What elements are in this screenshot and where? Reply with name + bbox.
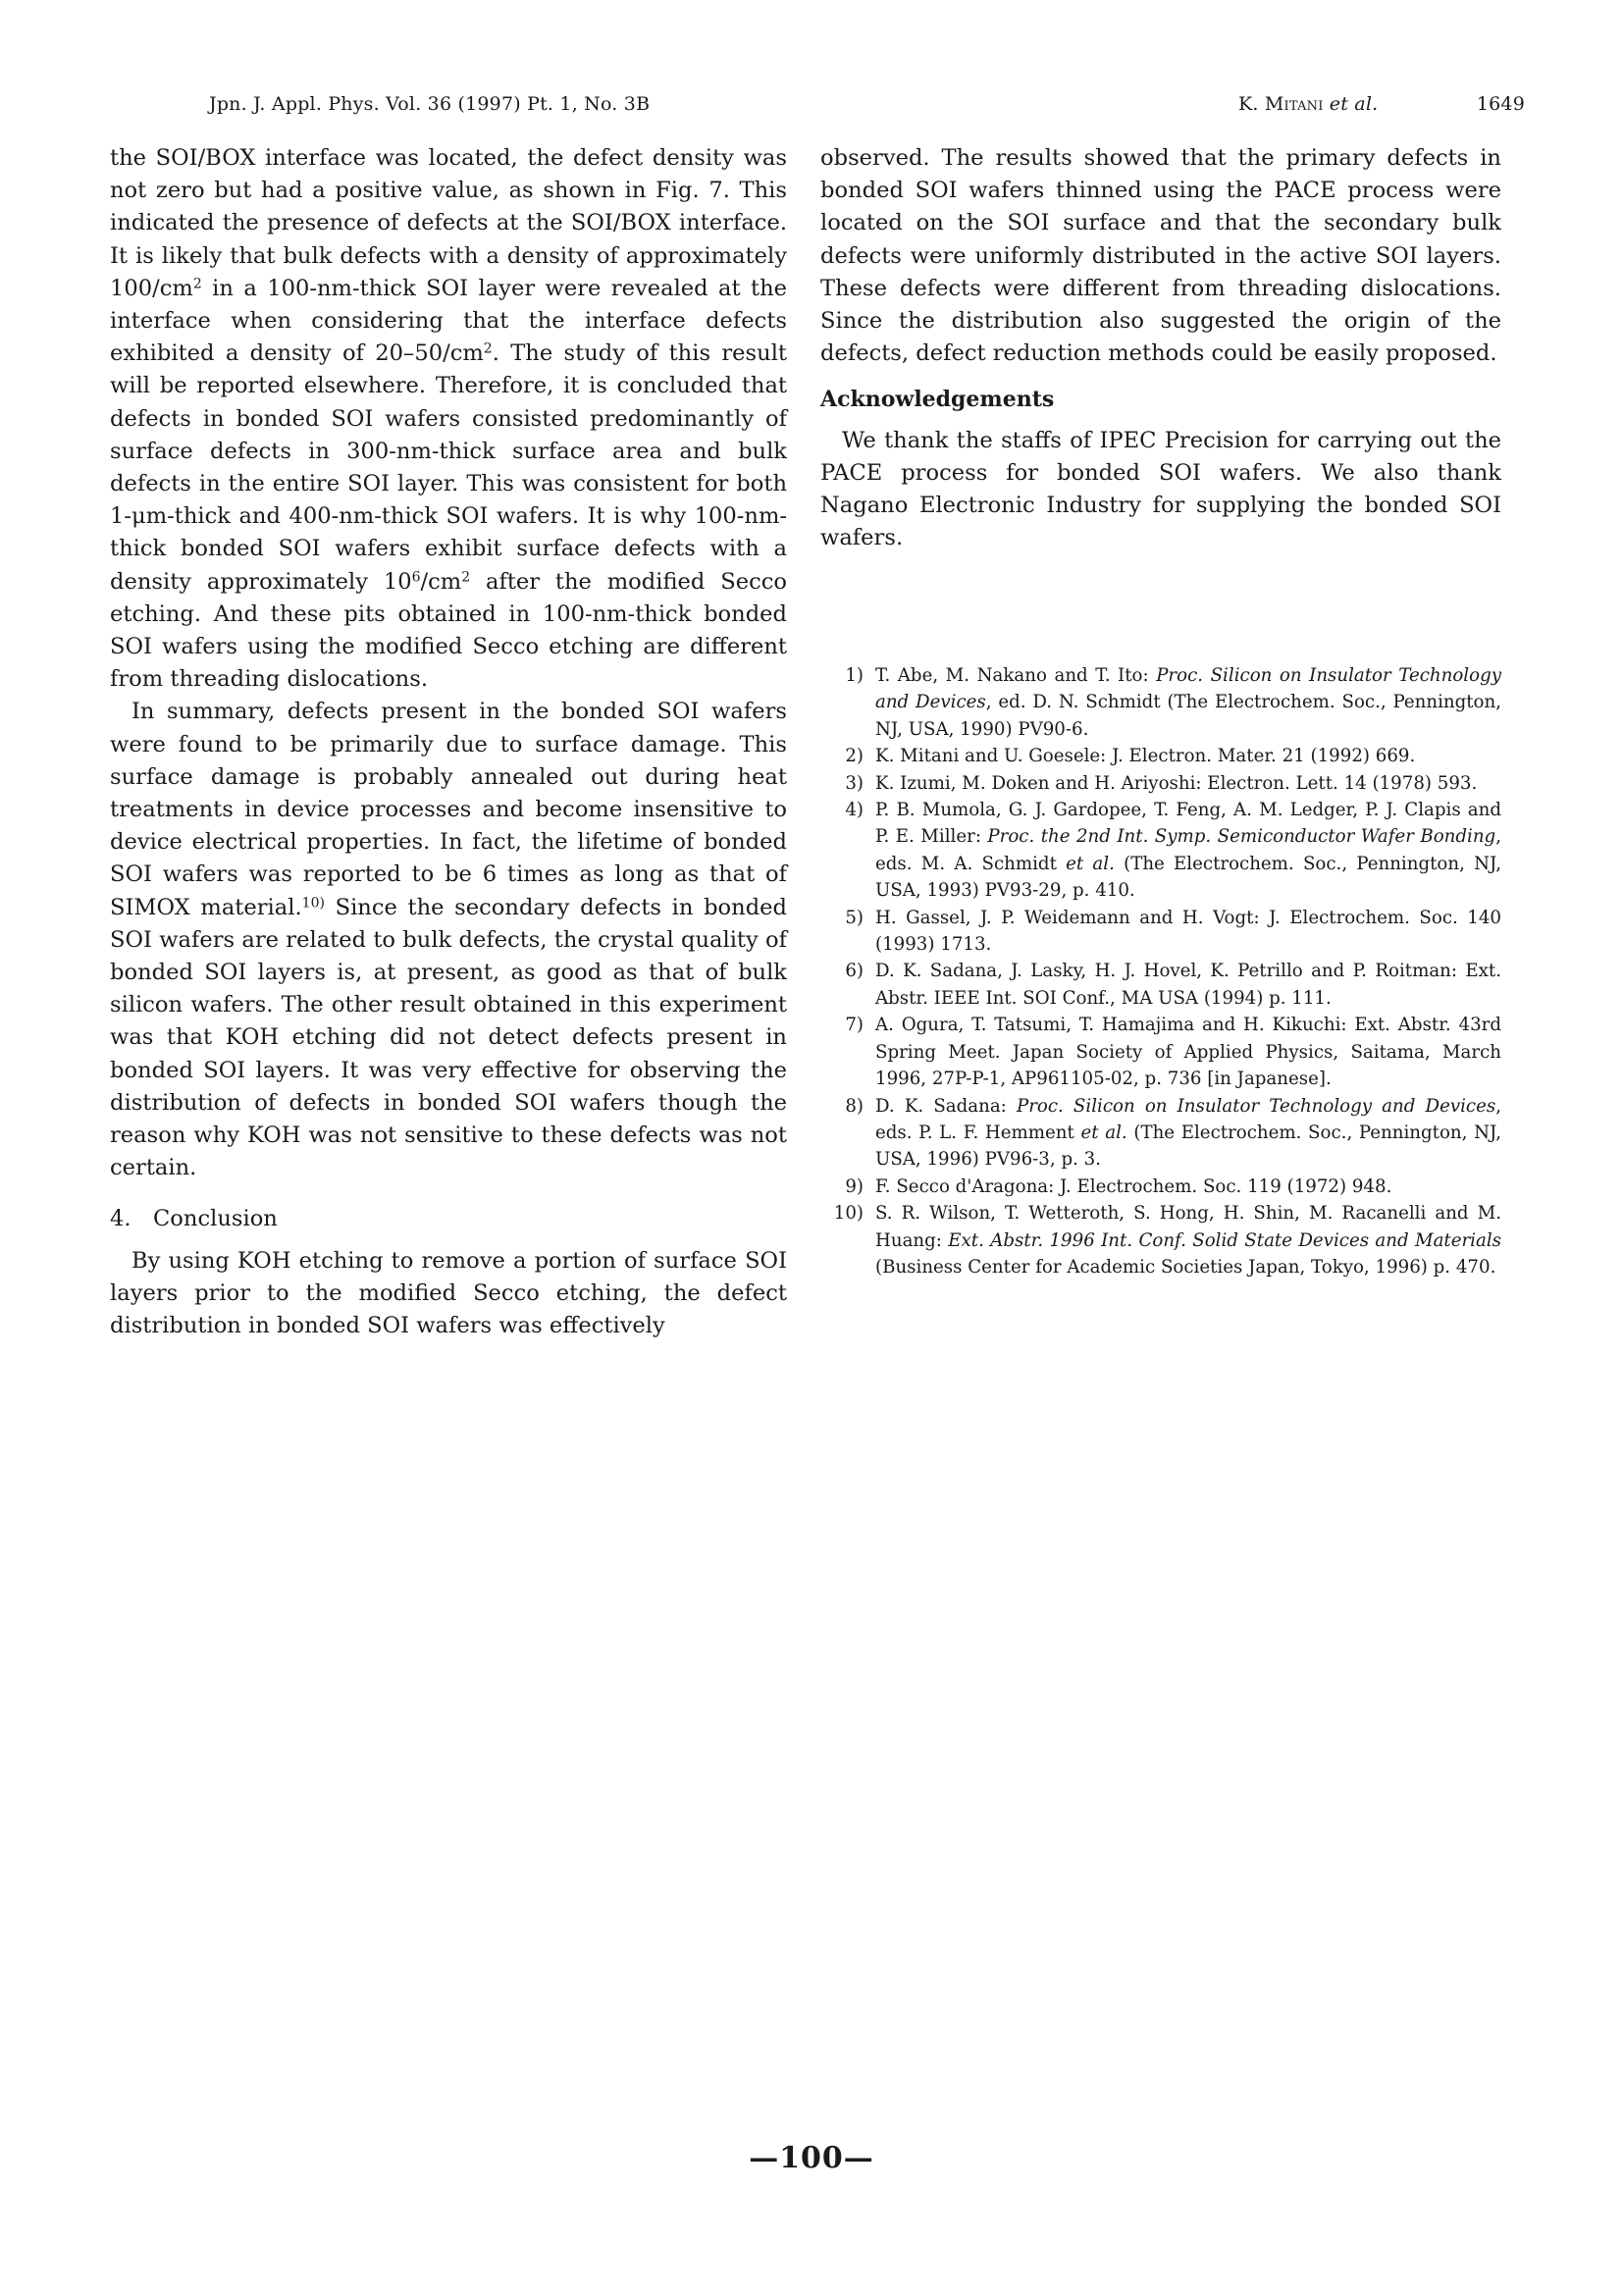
reference-item [820, 770, 1501, 797]
acknowledgements-heading: Acknowledgements [820, 387, 1055, 413]
running-head-journal: Jpn. J. Appl. Phys. Vol. 36 (1997) Pt. 1, No. 3B [209, 93, 651, 115]
reference-text [875, 770, 1501, 797]
reference-number: 7) [845, 1015, 864, 1036]
reference-number: 10) [833, 1203, 864, 1225]
reference-text [875, 1012, 1501, 1092]
references-list [820, 662, 1501, 1280]
ref-details: , eds. M. A. Schmidt [875, 826, 1501, 874]
author-etal: et al. [1323, 93, 1379, 115]
superscript: 6 [411, 568, 421, 585]
text-run: /cm [420, 568, 462, 595]
ref-etal: et al. [1066, 853, 1115, 874]
section-title: Conclusion [153, 1205, 278, 1231]
ref-title: Proc. Silicon on Insulator Technology and Devices [1016, 1095, 1496, 1117]
reference-number: 3) [845, 772, 864, 794]
ref-details: (Business Center for Academic Societies Japan, Tokyo, 1996) p. 470. [875, 1256, 1496, 1278]
text-run: in a 100-nm-thick SOI layer were revealed at the interface when considering that the interface defects exhibited a density of 20–50/cm [110, 275, 787, 367]
ref-title: Proc. the 2nd Int. Symp. Semiconductor Wafer Bonding [987, 826, 1496, 848]
running-head-author [1238, 93, 1378, 115]
reference-text [875, 1093, 1501, 1174]
ref-body: K. Izumi, M. Doken and H. Ariyoshi: Electron. Lett. 14 (1978) 593. [875, 772, 1478, 794]
ref-authors: S. R. Wilson, T. Wetteroth, S. Hong, H. Shin, M. Racanelli and M. Huang: [875, 1203, 1501, 1251]
reference-number: 2) [845, 746, 864, 767]
text-run: In summary, defects present in the bonded SOI wafers were found to be primarily due to surface damage. This surface damage is probably annealed out during heat treatments in device processes and become insensitive to device electrical properties. In fact, the lifetime of bonded SOI wafers was reported to be 6 times as long as that of SIMOX material. [110, 699, 787, 920]
ref-details: , eds. P. L. F. Hemment [875, 1095, 1501, 1143]
reference-text [875, 958, 1501, 1012]
paragraph-conclusion: By using KOH etching to remove a portion of surface SOI layers prior to the modified Secco etching, the defect distribution in bonded SOI wafers was effectively [110, 1247, 787, 1339]
text-run: . The study of this result will be reported elsewhere. Therefore, it is concluded that defects in bonded SOI wafers consisted predominantly of surface defects in 300-nm-thick surface area and bulk defects in the entire SOI layer. This was consistent for both 1-μm-thick and 400-nm-thick SOI wafers. It is why 100-nm-thick bonded SOI wafers exhibit surface defects with a density approximately 10 [110, 340, 787, 595]
left-column [110, 142, 787, 1342]
acknowledgements-text: We thank the staffs of IPEC Precision for carrying out the PACE process for bonded SOI wafers. We also thank Nagano Electronic Industry for supplying the bonded SOI wafers. [820, 427, 1501, 551]
citation-superscript: 10) [301, 894, 325, 911]
reference-text [875, 797, 1501, 905]
reference-item [820, 958, 1501, 1012]
ref-authors: D. K. Sadana: [875, 1095, 1017, 1117]
ref-details: , ed. D. N. Schmidt (The Electrochem. Soc., Pennington, NJ, USA, 1990) PV90-6. [875, 692, 1502, 740]
running-head-right [1238, 93, 1525, 115]
section-number: 4. [110, 1205, 131, 1231]
ref-details: (The Electrochem. Soc., Pennington, NJ, USA, 1993) PV93-29, p. 410. [875, 853, 1502, 902]
ref-body: A. Ogura, T. Tatsumi, T. Hamajima and H. Kikuchi: Ext. Abstr. 43rd Spring Meet. Japan Society of Applied Physics, Saitama, March 1996, 27P-P-1, AP961105-02, p. 736 [in Japanese]. [875, 1015, 1501, 1090]
ref-title: Ext. Abstr. 1996 Int. Conf. Solid State Devices and Materials [948, 1229, 1501, 1251]
superscript: 2 [483, 340, 493, 357]
text-run: after the modified Secco etching. And these pits obtained in 100-nm-thick bonded SOI wafers using the modified Secco etching are different from threading dislocations. [110, 568, 787, 693]
footer-page-label: —100— [749, 2141, 874, 2175]
reference-text [875, 662, 1501, 743]
reference-number: 9) [845, 1175, 864, 1197]
reference-item [820, 743, 1501, 769]
page-number: 1649 [1476, 93, 1525, 115]
ref-details: (The Electrochem. Soc., Pennington, NJ, USA, 1996) PV96-3, p. 3. [875, 1122, 1502, 1171]
reference-number: 6) [845, 961, 864, 982]
superscript: 2 [461, 568, 471, 585]
paragraph-summary [110, 696, 787, 1184]
reference-item [820, 1200, 1501, 1280]
reference-item [820, 797, 1501, 905]
reference-item [820, 1093, 1501, 1174]
reference-item [820, 1012, 1501, 1092]
paragraph-soi-box-interface [110, 142, 787, 696]
reference-number: 4) [845, 800, 864, 821]
reference-text [875, 905, 1501, 959]
reference-text [875, 743, 1501, 769]
author-surname: Mitani [1264, 93, 1324, 115]
right-column [820, 142, 1501, 554]
ref-body: D. K. Sadana, J. Lasky, H. J. Hovel, K. Petrillo and P. Roitman: Ext. Abstr. IEEE Int. SOI Conf., MA USA (1994) p. 111. [875, 961, 1501, 1009]
reference-item [820, 1174, 1501, 1200]
paragraph-conclusion-cont: observed. The results showed that the primary defects in bonded SOI wafers thinned using the PACE process were located on the SOI surface and that the secondary bulk defects were uniformly distributed in the active SOI layers. These defects were different from threading dislocations. Since the distribution also suggested the origin of the defects, defect reduction methods could be easily proposed. [820, 145, 1501, 367]
ref-etal: et al. [1080, 1122, 1127, 1143]
ref-body: H. Gassel, J. P. Weidemann and H. Vogt: J. Electrochem. Soc. 140 (1993) 1713. [875, 907, 1501, 956]
text-run: the SOI/BOX interface was located, the defect density was not zero but had a positive value, as shown in Fig. 7. This indicated the presence of defects at the SOI/BOX interface. It is likely that bulk defects with a density of approximately 100/cm [110, 145, 787, 301]
reference-text [875, 1174, 1501, 1200]
ref-authors: P. B. Mumola, G. J. Gardopee, T. Feng, A. M. Ledger, P. J. Clapis and P. E. Miller: [875, 800, 1501, 848]
text-run: Since the secondary defects in bonded SOI wafers are related to bulk defects, the crystal quality of bonded SOI layers is, at present, as good as that of bulk silicon wafers. The other result obtained in this experiment was that KOH etching did not detect defects present in bonded SOI layers. It was very effective for observing the distribution of defects in bonded SOI wafers though the reason why KOH was not sensitive to these defects was not certain. [110, 894, 787, 1181]
ref-body: F. Secco d'Aragona: J. Electrochem. Soc. 119 (1972) 948. [875, 1175, 1392, 1197]
ref-title: Proc. Silicon on Insulator Technology and Devices [875, 665, 1501, 713]
author-initial: K. [1238, 93, 1265, 115]
reference-number: 8) [845, 1095, 864, 1117]
reference-item [820, 662, 1501, 743]
reference-number: 1) [845, 665, 864, 686]
ref-authors: T. Abe, M. Nakano and T. Ito: [875, 665, 1157, 686]
reference-item [820, 905, 1501, 959]
section-heading-conclusion [110, 1203, 787, 1235]
superscript: 2 [192, 276, 202, 292]
reference-text [875, 1200, 1501, 1280]
ref-body: K. Mitani and U. Goesele: J. Electron. Mater. 21 (1992) 669. [875, 746, 1416, 767]
reference-number: 5) [845, 907, 864, 928]
